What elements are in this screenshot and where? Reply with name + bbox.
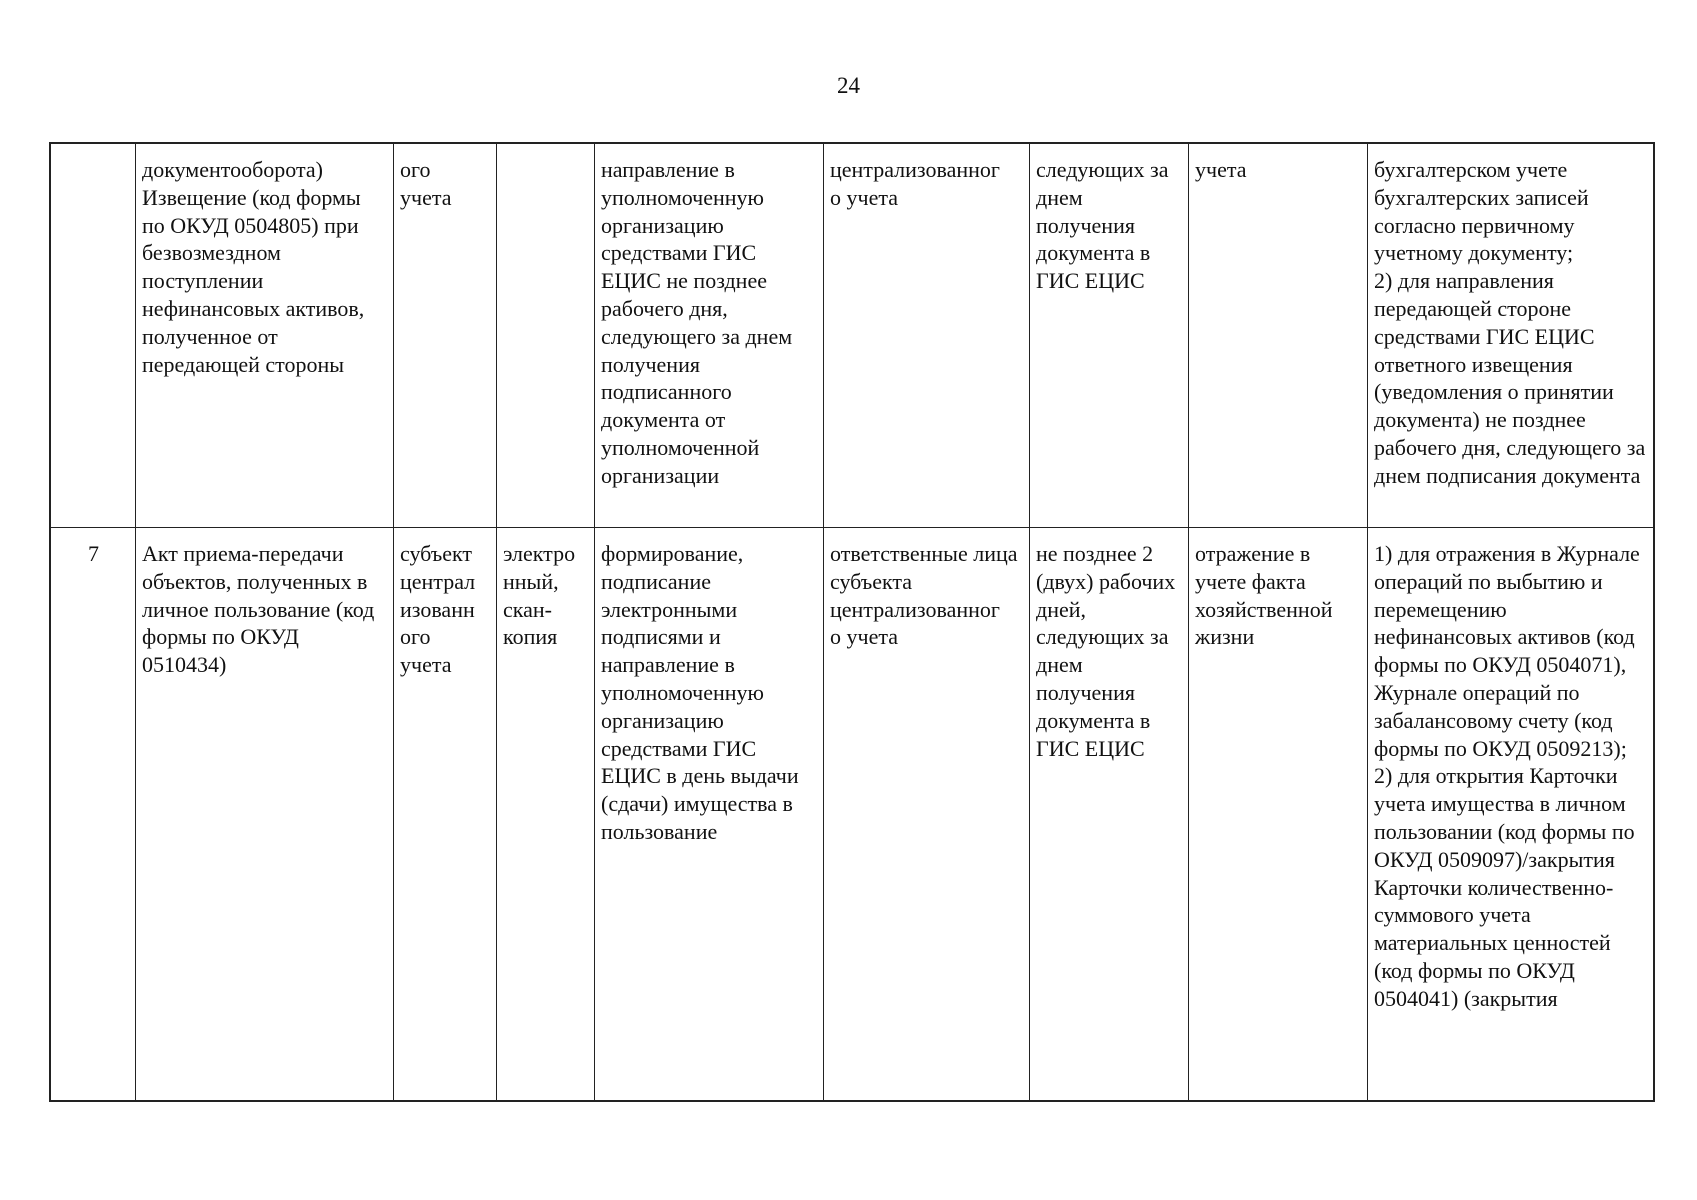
- deadline-cell: следующих за днем получения документа в ГИС ЕЦИС: [1030, 144, 1189, 528]
- document-name-cell: документооборота) Извещение (код формы по ОКУД 0504805) при безвозмездном поступлении нефинансовых активов, полученное от передающей стороны: [136, 144, 394, 528]
- row-number-cell: 7: [51, 528, 136, 1101]
- table-row: [51, 528, 1654, 1101]
- usage-cell: бухгалтерском учете бухгалтерских записей согласно первичному учетному документу; 2) для направления передающей стороне средствами ГИС ЕЦИС ответного извещения (уведомления о принятии документа) не позднее рабочего дня, следующего за днем подписания документа: [1368, 144, 1654, 528]
- page-number: 24: [837, 73, 860, 98]
- responsible-cell: централизованног о учета: [824, 144, 1030, 528]
- document-flow-table: [50, 143, 1654, 1101]
- procedure-cell: направление в уполномоченную организацию средствами ГИС ЕЦИС не позднее рабочего дня, следующего за днем получения подписанного документа от уполномоченной организации: [595, 144, 824, 528]
- responsible-cell: ответственные лица субъекта централизованног о учета: [824, 528, 1030, 1101]
- procedure-cell: формирование, подписание электронными подписями и направление в уполномоченную организацию средствами ГИС ЕЦИС в день выдачи (сдачи) имущества в пользование: [595, 528, 824, 1101]
- purpose-cell: отражение в учете факта хозяйственной жизни: [1189, 528, 1368, 1101]
- document-name-cell: Акт приема-передачи объектов, полученных в личное пользование (код формы по ОКУД 0510434): [136, 528, 394, 1101]
- usage-cell: 1) для отражения в Журнале операций по выбытию и перемещению нефинансовых активов (код формы по ОКУД 0504071), Журнале операций по забалансовому счету (код формы по ОКУД 0509213); 2) для открытия Карточки учета имущества в личном пользовании (код формы по ОКУД 0509097)/закрытия Карточки количественно-суммового учета материальных ценностей (код формы по ОКУД 0504041) (закрытия: [1368, 528, 1654, 1101]
- row-number-cell: [51, 144, 136, 528]
- format-cell: [497, 144, 595, 528]
- creator-cell: ого учета: [394, 144, 497, 528]
- format-cell: электро нный, скан- копия: [497, 528, 595, 1101]
- purpose-cell: учета: [1189, 144, 1368, 528]
- table-row: [51, 144, 1654, 528]
- creator-cell: субъект централ изованн ого учета: [394, 528, 497, 1101]
- deadline-cell: не позднее 2 (двух) рабочих дней, следующих за днем получения документа в ГИС ЕЦИС: [1030, 528, 1189, 1101]
